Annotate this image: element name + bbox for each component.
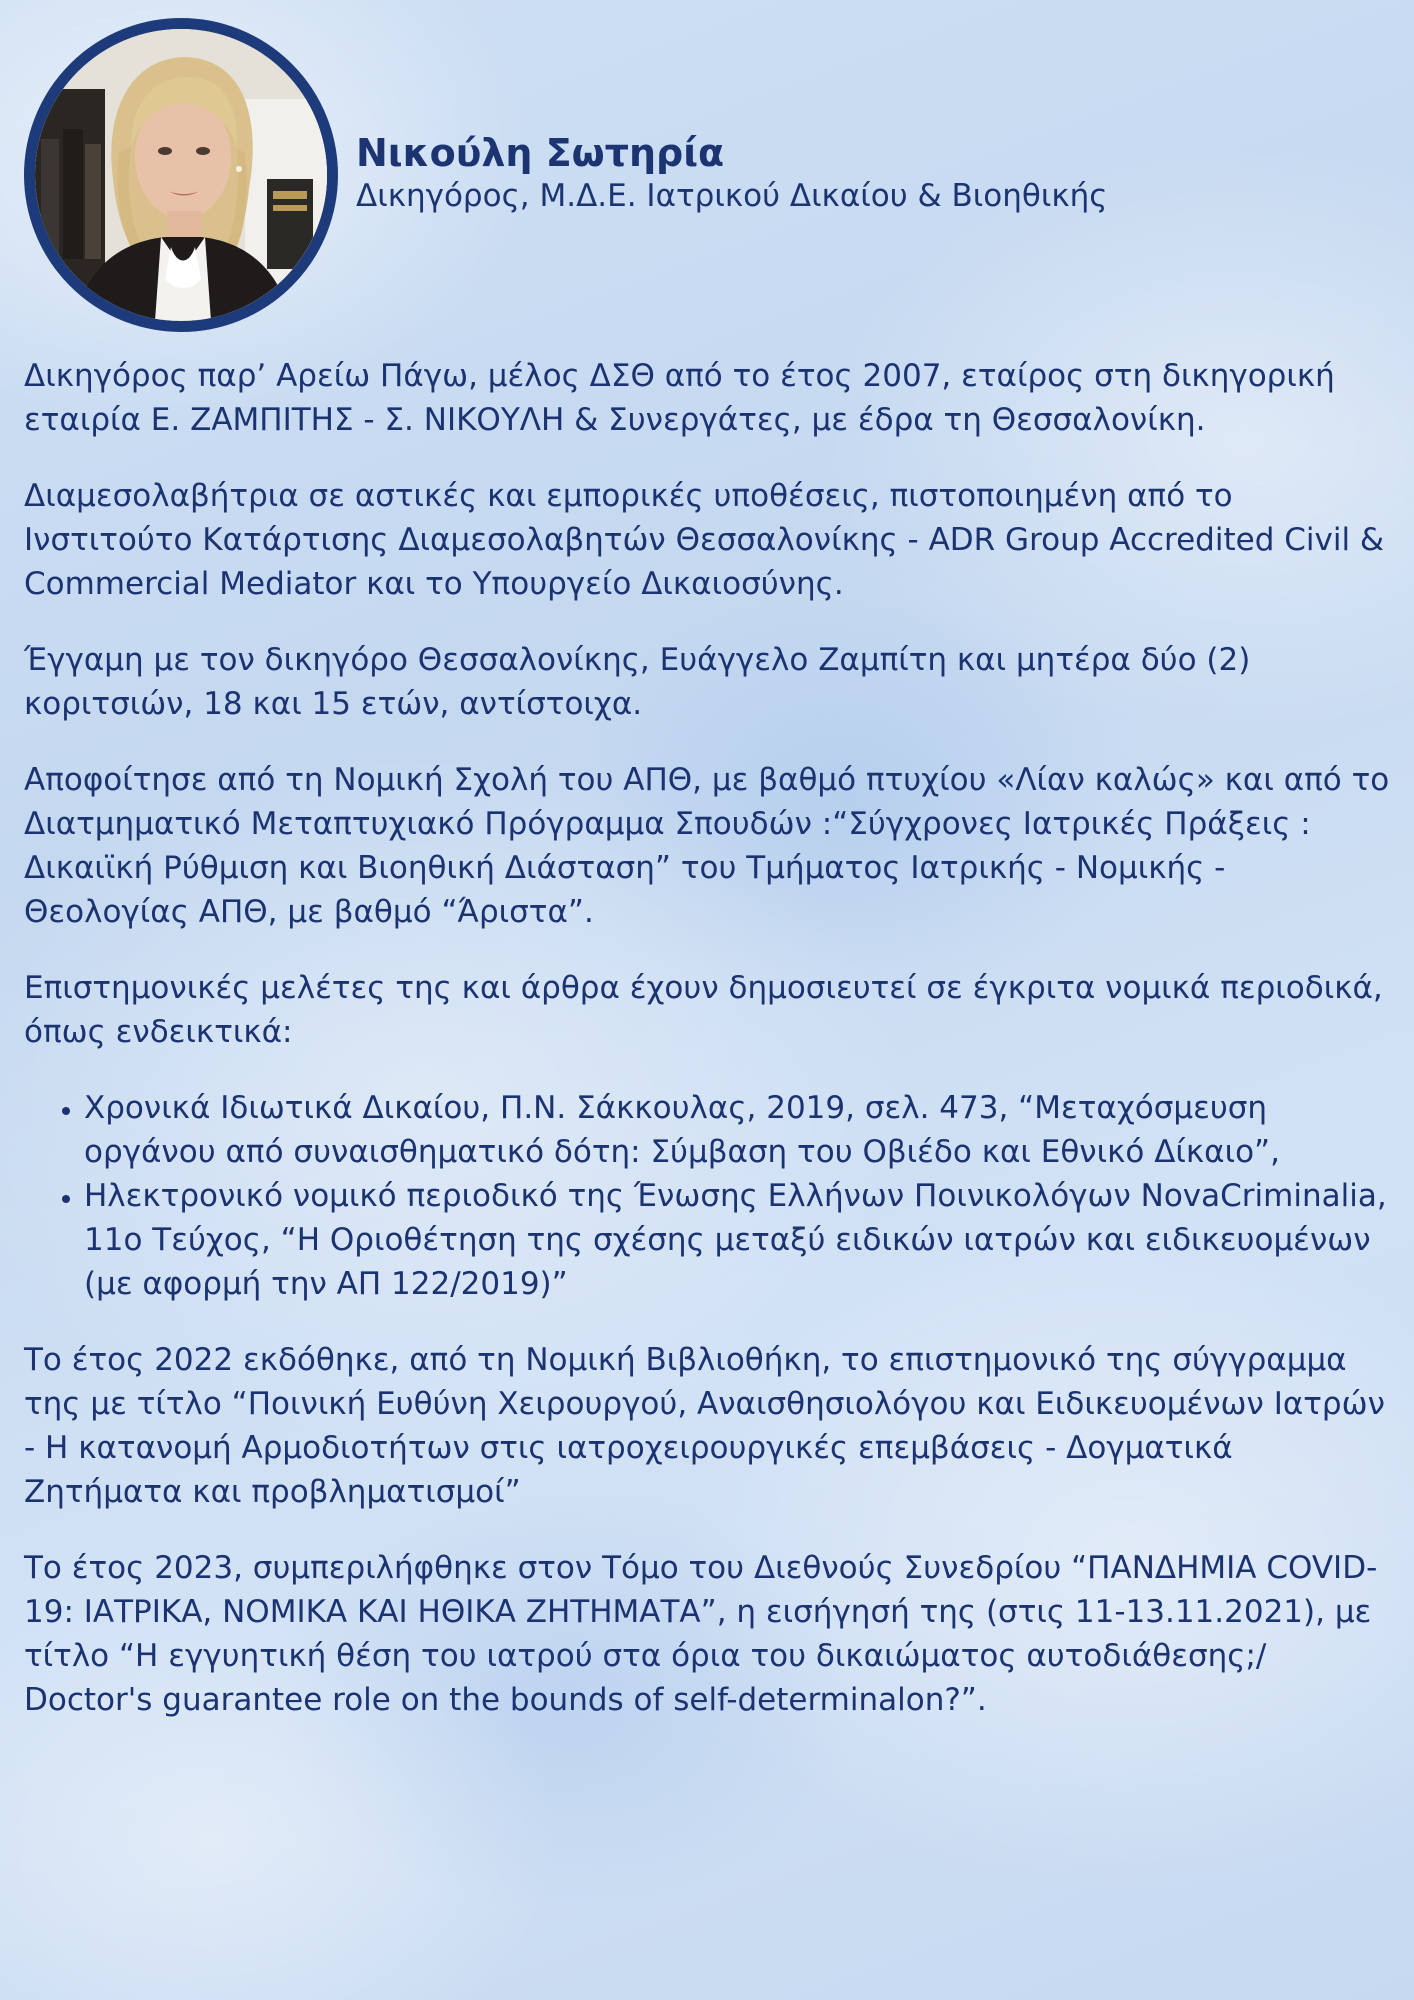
bio-paragraph-publications-intro: Επιστημονικές μελέτες της και άρθρα έχουν δημοσιευτεί σε έγκριτα νομικά περιοδικά, όπως ενδεικτικά: xyxy=(24,970,1383,1050)
bio-paragraph-mediation: Διαμεσολαβήτρια σε αστικές και εμπορικές υποθέσεις, πιστοποιημένη από το Ινστιτούτο Κατάρτισης Διαμεσολαβητών Θεσσαλονίκης - ADR Group Accredited Civil & Commercial Mediator και το Υπουργείο Δικαιοσύνης. xyxy=(24,478,1385,602)
profile-name: Νικούλη Σωτηρία xyxy=(356,131,725,175)
publication-item: • Ηλεκτρονικό νομικό περιοδικό της Ένωσης Ελλήνων Ποινικολόγων NovaCriminalia, 11ο Τεύχος, “Η Οριοθέτηση της σχέσης μεταξύ ειδικών ιατρών και ειδικευομένων (με αφορμή την ΑΠ 122/2019)” xyxy=(84,1174,1390,1306)
profile-header xyxy=(24,18,1390,330)
bio-paragraph-practice: Δικηγόρος παρ’ Αρείω Πάγω, μέλος ΔΣΘ από το έτος 2007, εταίρος στη δικηγορική εταιρία Ε. ΖΑΜΠΙΤΗΣ - Σ. ΝΙΚΟΥΛΗ & Συνεργάτες, με έδρα τη Θεσσαλονίκη. xyxy=(24,358,1335,438)
publication-item: • Χρονικά Ιδιωτικά Δικαίου, Π.Ν. Σάκκουλας, 2019, σελ. 473, “Μεταχόσμευση οργάνου από συναισθηματικό δότη: Σύμβαση του Οβιέδο και Εθνικό Δίκαιο”, xyxy=(84,1086,1390,1174)
biography xyxy=(24,354,1390,1754)
bio-paragraph-education: Αποφοίτησε από τη Νομική Σχολή του ΑΠΘ, με βαθμό πτυχίου «Λίαν καλώς» και από το Διατμηματικό Μεταπτυχιακό Πρόγραμμα Σπουδών :“Σύγχρονες Ιατρικές Πράξεις : Δικαιϊκή Ρύθμιση και Βιοηθική Διάσταση” του Τμήματος Ιατρικής - Νομικής - Θεολογίας ΑΠΘ, με βαθμό “Άριστα”. xyxy=(24,762,1390,930)
bio-paragraph-conference: Το έτος 2023, συμπεριλήφθηκε στον Τόμο του Διεθνούς Συνεδρίου “ΠΑΝΔΗΜΙΑ COVID-19: ΙΑΤΡΙΚΑ, ΝΟΜΙΚΑ ΚΑΙ ΗΘΙΚΑ ΖΗΤΗΜΑΤΑ”, η εισήγησή της (στις 11-13.11.2021), με τίτλο “Η εγγυητική θέση του ιατρού στα όρια του δικαιώματος αυτοδιάθεσης;/ Doctor's guarantee role on the bounds of self-determinalon?”. xyxy=(24,1550,1378,1718)
profile-title: Δικηγόρος, Μ.Δ.Ε. Ιατρικού Δικαίου & Βιοηθικής xyxy=(356,178,1108,214)
publications-list xyxy=(24,1086,1390,1306)
profile-photo xyxy=(24,18,338,332)
portrait-image xyxy=(35,29,327,321)
bio-paragraph-family: Έγγαμη με τον δικηγόρο Θεσσαλονίκης, Ευάγγελο Ζαμπίτη και μητέρα δύο (2) κοριτσιών, 18 και 15 ετών, αντίστοιχα. xyxy=(24,642,1251,722)
name-block xyxy=(356,130,1107,216)
bio-paragraph-book: Το έτος 2022 εκδόθηκε, από τη Νομική Βιβλιοθήκη, το επιστημονικό της σύγγραμμα της με τίτλο “Ποινική Ευθύνη Χειρουργού, Αναισθησιολόγου και Ειδικευομένων Ιατρών - Η κατανομή Αρμοδιοτήτων στις ιατροχειρουργικές επεμβάσεις - Δογματικά Ζητήματα και προβληματισμοί” xyxy=(24,1342,1385,1510)
